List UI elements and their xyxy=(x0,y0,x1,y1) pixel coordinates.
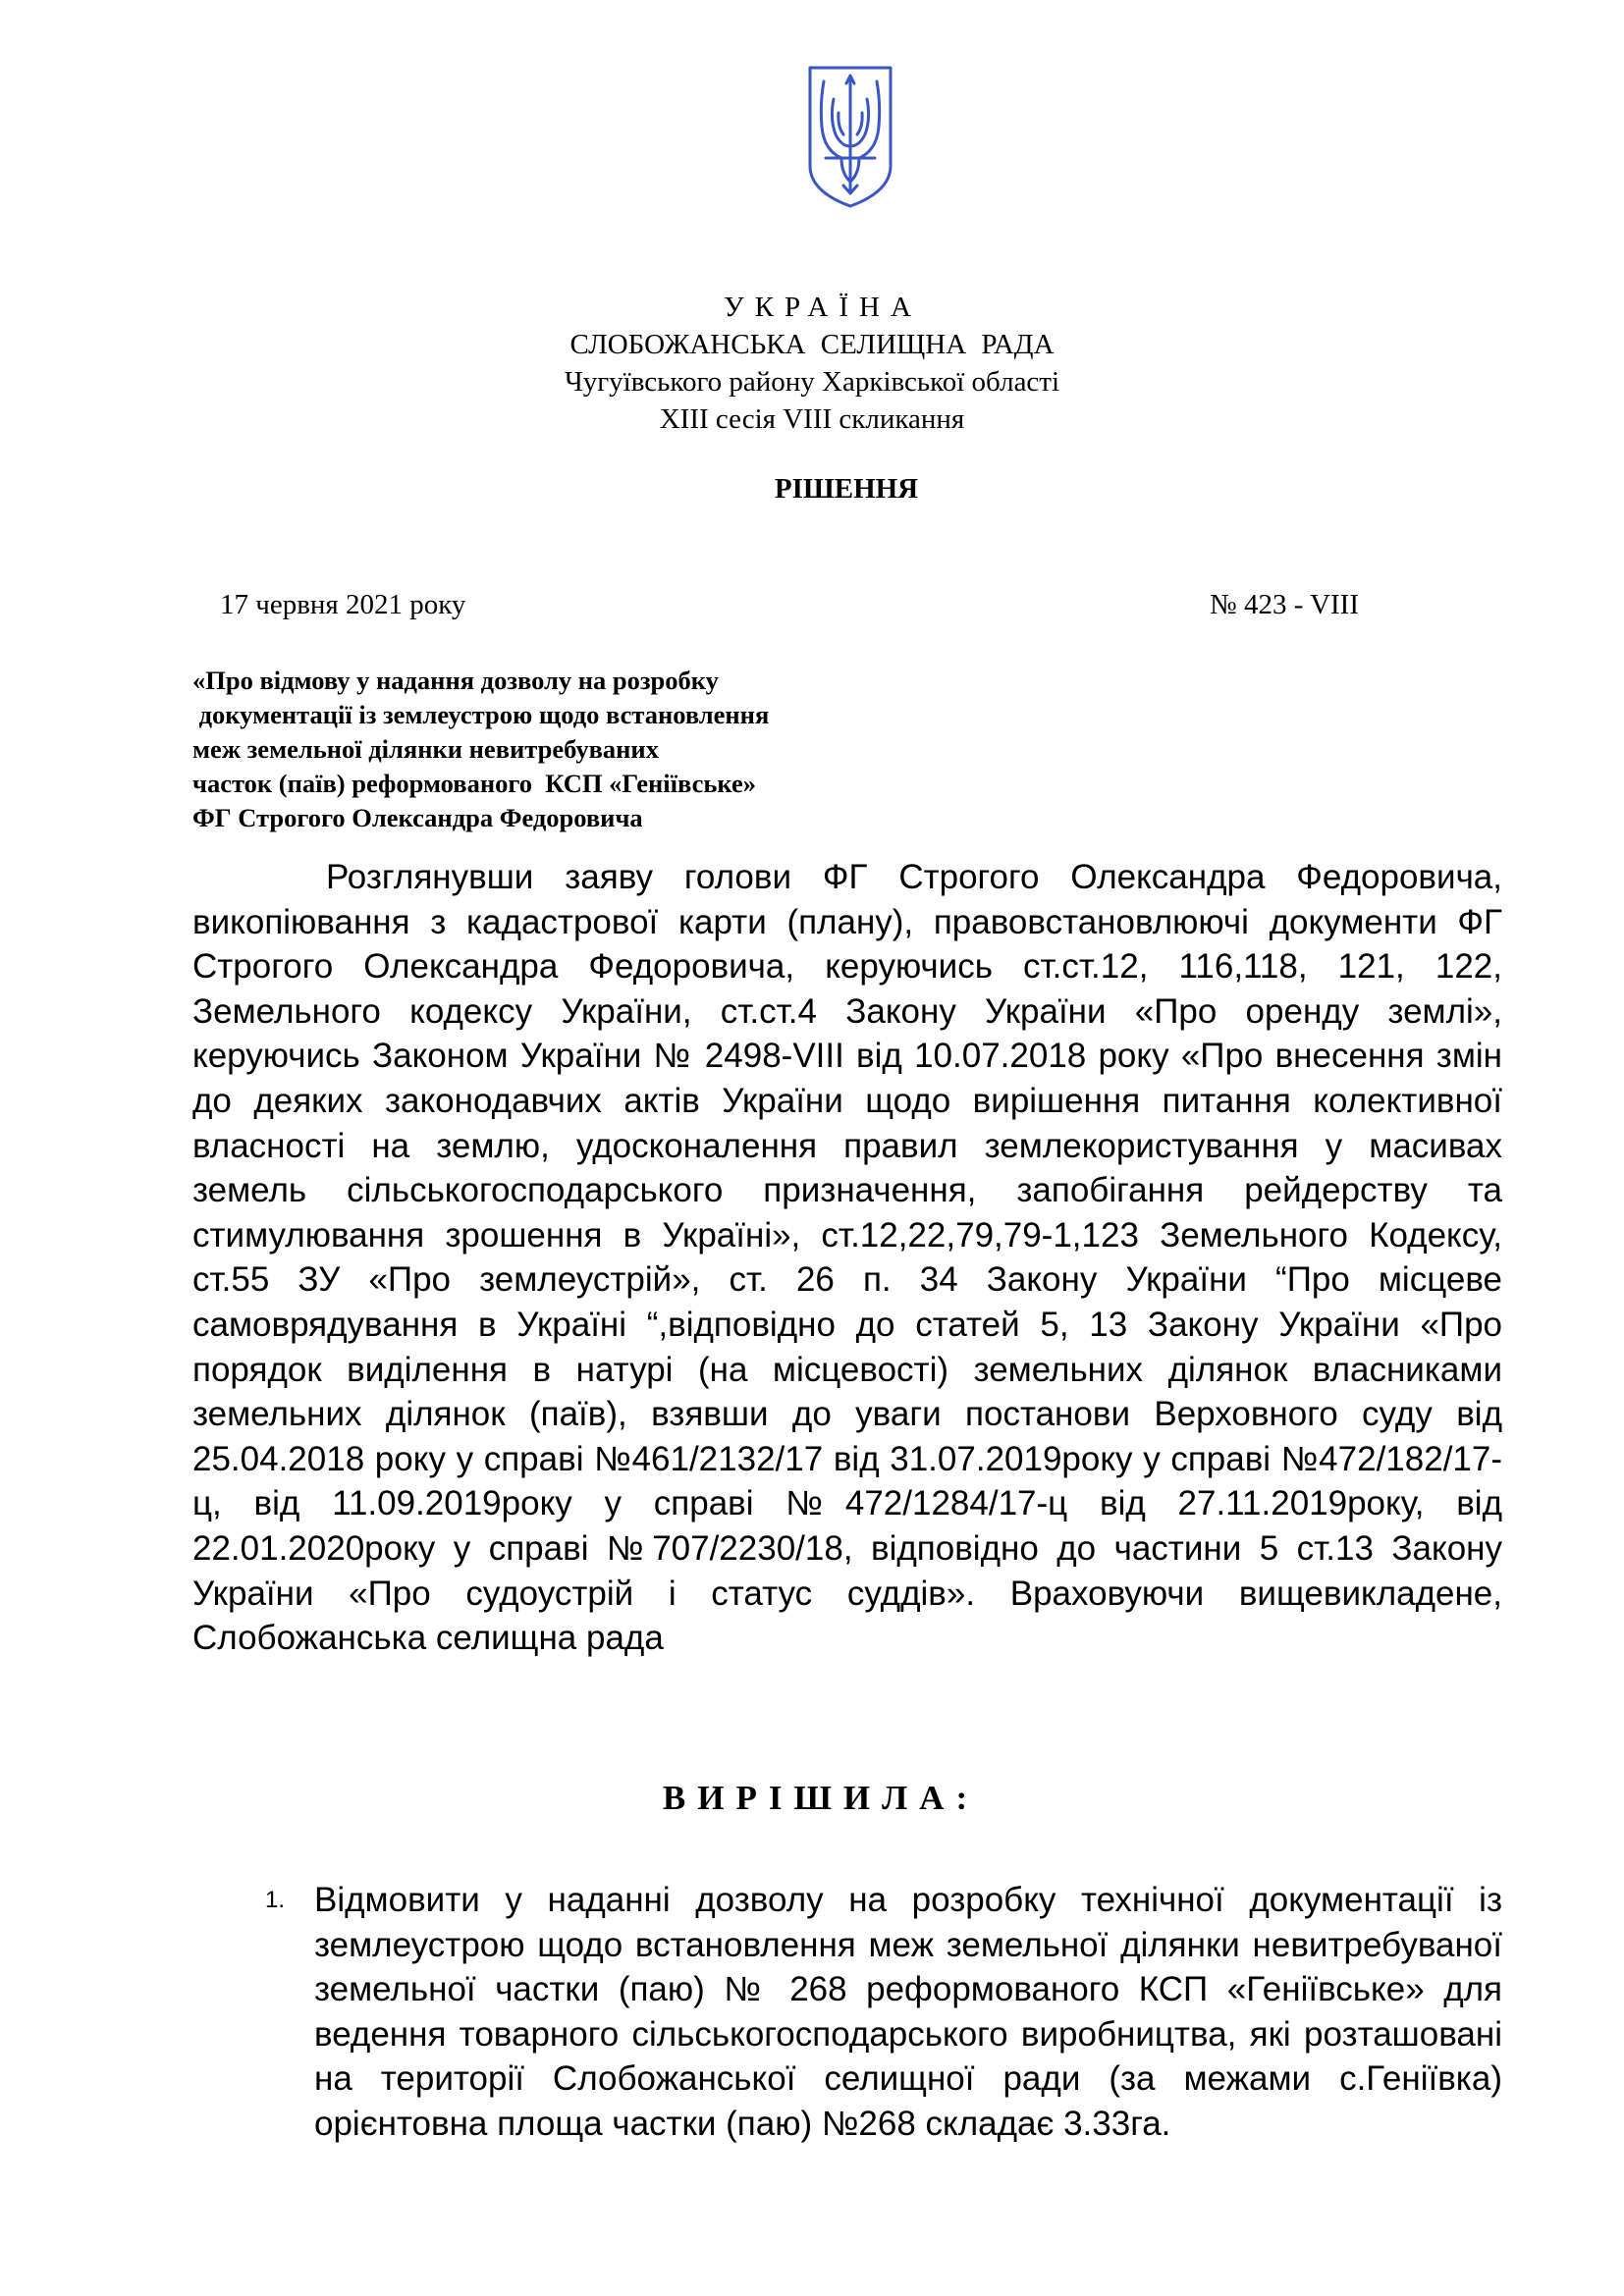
document-subject xyxy=(192,664,769,835)
council-name: СЛОБОЖАНСЬКА СЕЛИЩНА РАДА xyxy=(569,329,1055,360)
item-text: Відмовити у наданні дозволу на розробку технічної документації із землеустрою щодо встановлення меж земельної ділянки невитребуваної земельної частки (паю) № 268 реформованого КСП «Геніївське» для ведення товарного сільськогосподарського виробництва, які розташовані на території Слобожанської селищної ради (за межами с.Геніївка) орієнтовна площа частки (паю) №268 складає 3.33га. xyxy=(314,1881,1502,2143)
decision-heading: ВИРІШИЛА: xyxy=(662,1779,980,1817)
document-number: № 423 - VIII xyxy=(1210,589,1359,620)
district-name: Чугуївського району Харківської області xyxy=(564,366,1060,398)
document-date: 17 червня 2021 року xyxy=(220,589,466,620)
session-info: XIII сесія VIII скликання xyxy=(659,403,965,435)
item-number: 1. xyxy=(265,1887,286,1913)
subject-line: ФГ Строгого Олександра Федоровича xyxy=(192,803,643,832)
country-name: УКРАЇНА xyxy=(724,292,922,323)
subject-line: меж земельної ділянки невитребуваних xyxy=(192,734,659,764)
preamble-paragraph: Розглянувши заяву голови ФГ Строгого Олександра Федоровича, викопіювання з кадастрової карти (плану), правовстановлюючі документи ФГ Строгого Олександра Федоровича, керуючись ст.ст.12, 116,118, 121, 122, Земельного кодексу України, ст.ст.4 Закону України «Про оренду землі», керуючись Законом України № 2498-VIII від 10.07.2018 року «Про внесення змін до деяких законодавчих актів України щодо вирішення питання колективної власності на землю, удосконалення правил землекористування у масивах земель сільськогосподарського призначення, запобігання рейдерству та стимулювання зрошення в Україні», ст.12,22,79,79-1,123 Земельного Кодексу, ст.55 ЗУ «Про землеустрій», ст. 26 п. 34 Закону України “Про місцеве самоврядування в Україні “,відповідно до статей 5, 13 Закону України «Про порядок виділення в натурі (на місцевості) земельних ділянок власниками земельних ділянок (паїв), взявши до уваги постанови Верховного суду від 25.04.2018 року у справі №461/2132/17 від 31.07.2019року у справі №472/182/17-ц, від 11.09.2019року у справі №472/1284/17-ц від 27.11.2019року, від 22.01.2020року у справі №707/2230/18, відповідно до частини 5 ст.13 Закону України «Про судоустрій і статус суддів». Враховуючи вищевикладене, Слобожанська селищна рада xyxy=(192,858,1502,1658)
subject-line: часток (паїв) реформованого КСП «Геніївське» xyxy=(192,769,757,798)
subject-line: «Про відмову у надання дозволу на розробку xyxy=(192,666,719,695)
subject-line: документації із землеустрою щодо встановлення xyxy=(192,700,770,729)
document-title: РІШЕННЯ xyxy=(774,473,919,505)
trident-coat-of-arms-icon xyxy=(806,64,894,209)
